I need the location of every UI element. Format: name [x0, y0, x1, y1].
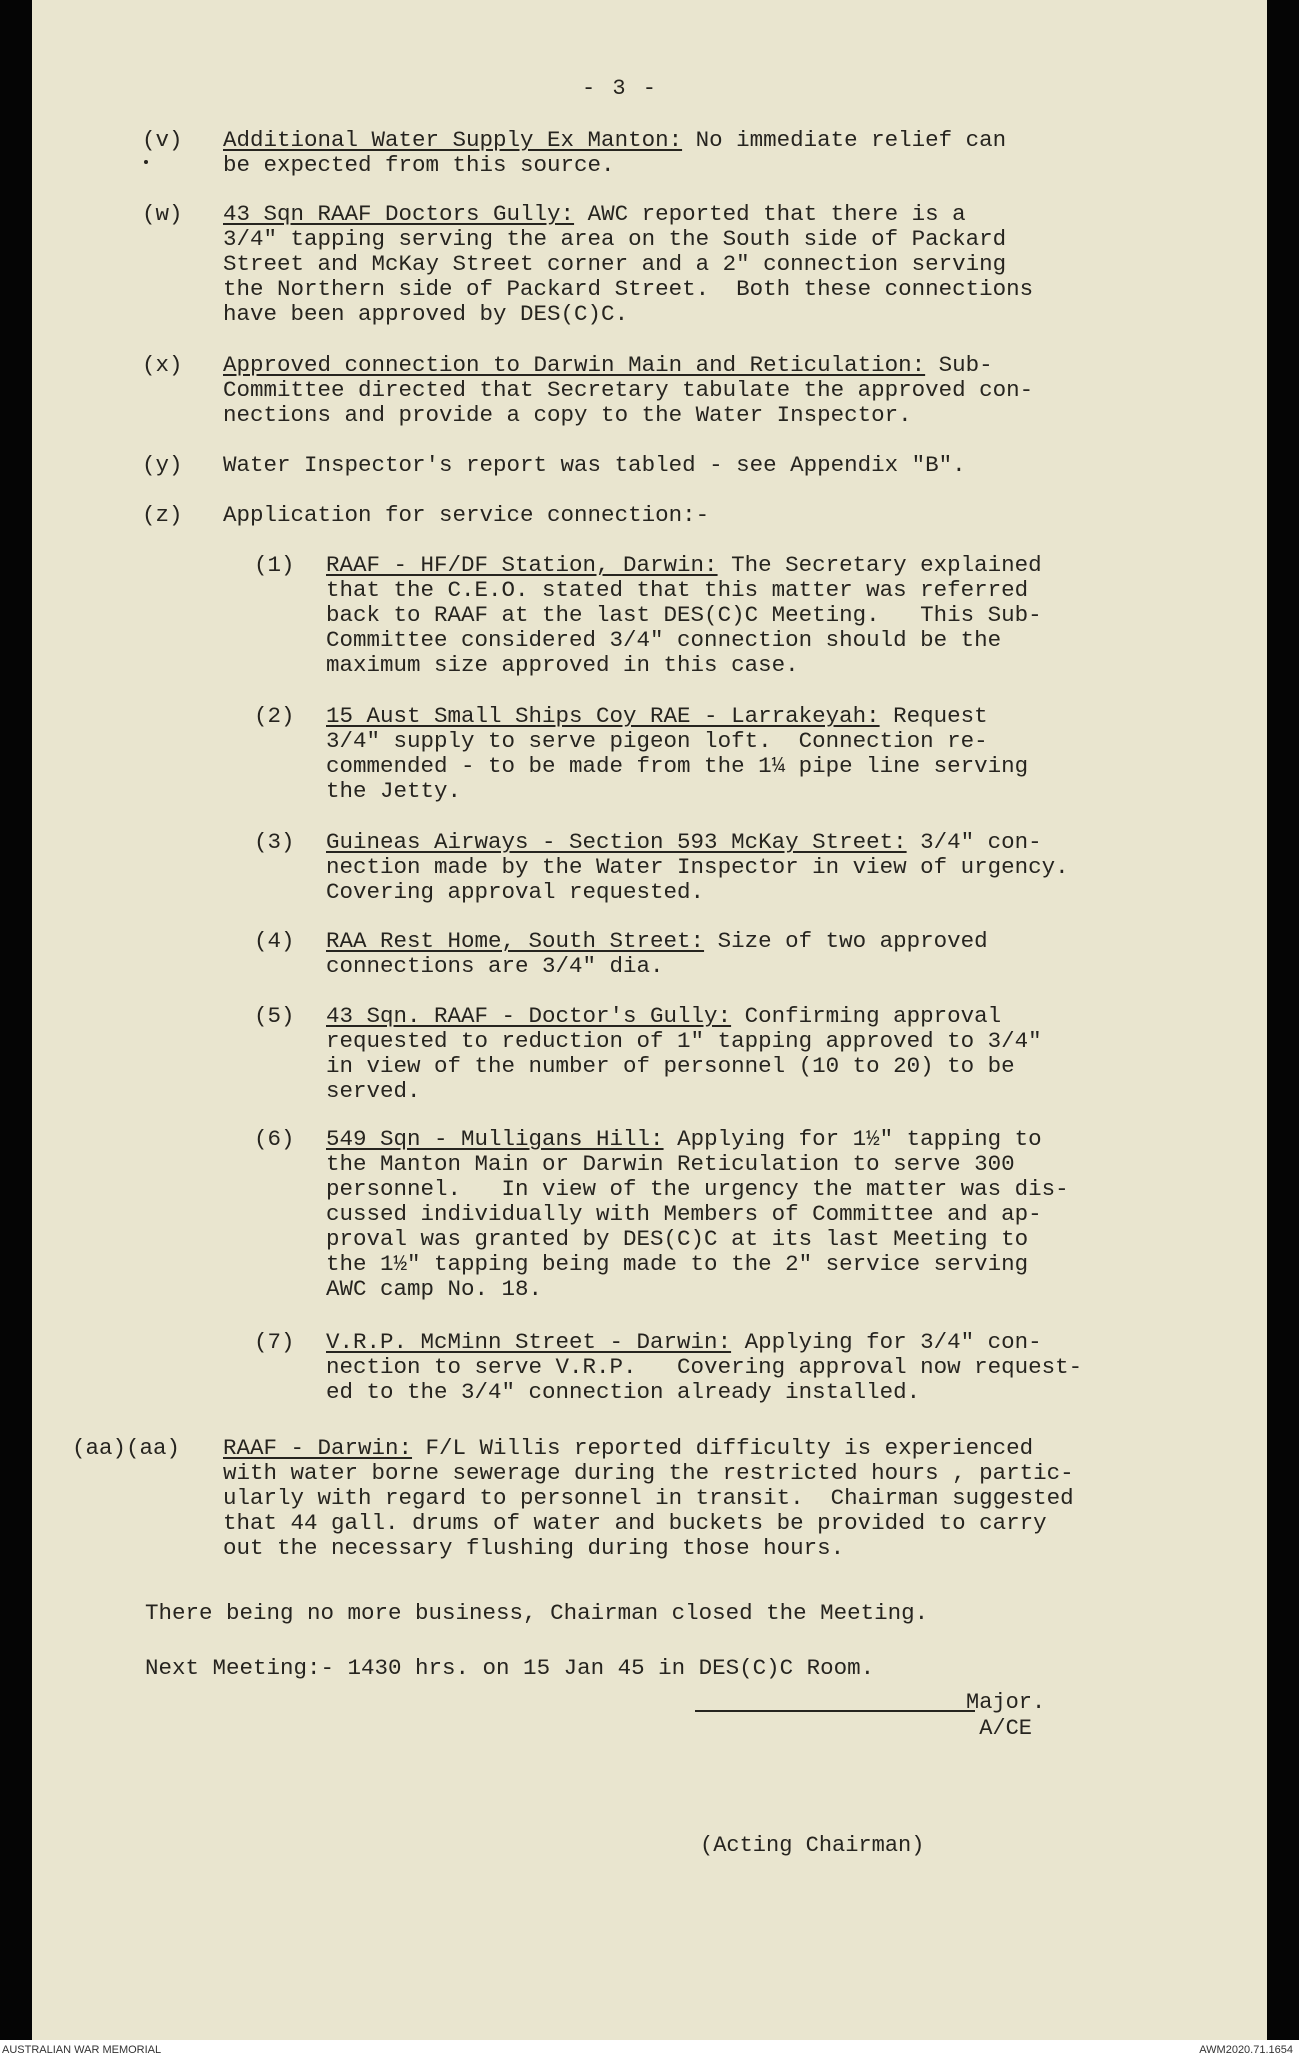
item-heading-continuation: Sub- [925, 352, 993, 378]
text-line [326, 929, 988, 954]
item-heading: Additional Water Supply Ex Manton: [223, 127, 683, 153]
agenda-item-y-marker: (y) [142, 452, 183, 478]
text-line: have been approved by DES(C)C. [223, 301, 629, 327]
item-heading-continuation: Request [879, 703, 988, 729]
item-heading: Approved connection to Darwin Main and Reticulation: [223, 352, 926, 378]
text-line [326, 553, 1042, 578]
text-line: nection to serve V.R.P. Covering approval now request- [326, 1354, 1083, 1380]
text-line: be expected from this source. [223, 152, 615, 178]
item-heading-continuation: AWC reported that there is a [574, 201, 966, 227]
item-heading-continuation: Size of two approved [704, 928, 988, 954]
text-line: Water Inspector's report was tabled - see Appendix "B". [223, 452, 966, 478]
signature-role: (Acting Chairman) [700, 1833, 925, 1858]
application-5-text [326, 1004, 1042, 1104]
text-line: maximum size approved in this case. [326, 652, 799, 678]
footer-reference: AWM2020.71.1654 [1199, 2044, 1293, 2056]
application-5-marker: (5) [254, 1003, 295, 1029]
text-line: Street and McKay Street corner and a 2" connection serving [223, 251, 1007, 277]
text-line [223, 202, 1033, 227]
text-line: ed to the 3/4" connection already installed. [326, 1379, 921, 1405]
application-2-text [326, 704, 1028, 804]
text-line: in view of the number of personnel (10 to 20) to be [326, 1053, 1015, 1079]
next-meeting: Next Meeting:- 1430 hrs. on 15 Jan 45 in DES(C)C Room. [145, 1655, 875, 1681]
document-body [32, 0, 1267, 2040]
text-line: Committee directed that Secretary tabulate the approved con- [223, 377, 1034, 403]
text-line: with water borne sewerage during the restricted hours , partic- [223, 1460, 1074, 1486]
text-line: proval was granted by DES(C)C at its last Meeting to [326, 1226, 1029, 1252]
text-line [223, 128, 1006, 153]
agenda-item-x-marker: (x) [142, 352, 183, 378]
agenda-item-w-marker: (w) [142, 201, 183, 227]
text-line [326, 1330, 1082, 1355]
agenda-item-aa-marker: (aa)(aa) [72, 1435, 181, 1461]
application-7-marker: (7) [254, 1329, 295, 1355]
text-line: commended - to be made from the 1¼ pipe line serving [326, 753, 1029, 779]
item-heading-continuation: Applying for 1½" tapping to [663, 1126, 1042, 1152]
item-heading: RAAF - HF/DF Station, Darwin: [326, 552, 718, 578]
application-4-marker: (4) [254, 928, 295, 954]
agenda-item-w-text [223, 202, 1033, 327]
signature-block [966, 1690, 1045, 1742]
item-heading-continuation: F/L Willis reported difficulty is experienced [412, 1435, 1034, 1461]
agenda-item-z-text [223, 503, 709, 528]
signature-appointment: A/CE [979, 1716, 1033, 1741]
document-page [32, 0, 1267, 2040]
agenda-item-aa-text [223, 1436, 1074, 1561]
text-line: that the C.E.O. stated that this matter was referred [326, 577, 1029, 603]
item-heading: Guineas Airways - Section 593 McKay Street: [326, 829, 907, 855]
text-line [326, 1004, 1042, 1029]
agenda-item-y-text [223, 453, 966, 478]
text-line: Committee considered 3/4" connection should be the [326, 627, 1002, 653]
application-4-text [326, 929, 988, 979]
item-heading-continuation: Confirming approval [731, 1003, 1002, 1029]
text-line [223, 353, 1033, 378]
agenda-item-v-text [223, 128, 1006, 178]
application-6-marker: (6) [254, 1126, 295, 1152]
text-line: 3/4" supply to serve pigeon loft. Connection re- [326, 728, 988, 754]
item-heading-continuation: The Secretary explained [717, 552, 1042, 578]
text-line: out the necessary flushing during those hours. [223, 1535, 845, 1561]
application-2-marker: (2) [254, 703, 295, 729]
item-heading: 549 Sqn - Mulligans Hill: [326, 1126, 664, 1152]
text-line: connections are 3/4" dia. [326, 953, 664, 979]
ink-mark [144, 160, 148, 164]
application-3-marker: (3) [254, 829, 295, 855]
text-line [326, 704, 1028, 729]
text-line: the Manton Main or Darwin Reticulation to serve 300 [326, 1151, 1015, 1177]
application-6-text [326, 1127, 1069, 1302]
text-line: the Jetty. [326, 778, 462, 804]
text-line [326, 1127, 1069, 1152]
signature-line [695, 1710, 975, 1712]
text-line: requested to reduction of 1" tapping approved to 3/4" [326, 1028, 1042, 1054]
item-heading-continuation: Applying for 3/4" con- [731, 1329, 1042, 1355]
application-1-text [326, 553, 1042, 678]
item-heading-continuation: No immediate relief can [682, 127, 1007, 153]
text-line: personnel. In view of the urgency the matter was dis- [326, 1176, 1069, 1202]
agenda-item-x-text [223, 353, 1033, 428]
page-number: - 3 - [582, 76, 659, 101]
item-heading: RAAF - Darwin: [223, 1435, 413, 1461]
item-heading: 43 Sqn RAAF Doctors Gully: [223, 201, 575, 227]
text-line: 3/4" tapping serving the area on the South side of Packard [223, 226, 1007, 252]
item-heading-continuation: 3/4" con- [906, 829, 1042, 855]
application-3-text [326, 830, 1069, 905]
text-line: the Northern side of Packard Street. Both these connections [223, 276, 1034, 302]
item-heading: V.R.P. McMinn Street - Darwin: [326, 1329, 732, 1355]
text-line: the 1½" tapping being made to the 2" service serving [326, 1251, 1029, 1277]
application-7-text [326, 1330, 1082, 1405]
item-heading: RAA Rest Home, South Street: [326, 928, 705, 954]
text-line: AWC camp No. 18. [326, 1276, 543, 1302]
application-1-marker: (1) [254, 552, 295, 578]
closing-statement: There being no more business, Chairman closed the Meeting. [145, 1600, 929, 1626]
text-line: ularly with regard to personnel in transit. Chairman suggested [223, 1485, 1074, 1511]
text-line: that 44 gall. drums of water and buckets be provided to carry [223, 1510, 1047, 1536]
text-line [223, 1436, 1074, 1461]
item-heading: 43 Sqn. RAAF - Doctor's Gully: [326, 1003, 732, 1029]
text-line: back to RAAF at the last DES(C)C Meeting. This Sub- [326, 602, 1042, 628]
text-line: served. [326, 1078, 421, 1104]
text-line: cussed individually with Members of Committee and ap- [326, 1201, 1042, 1227]
text-line: Covering approval requested. [326, 879, 705, 905]
footer-institution: AUSTRALIAN WAR MEMORIAL [2, 2044, 162, 2056]
agenda-item-v-marker: (v) [142, 127, 183, 153]
signature-rank: Major. [966, 1690, 1046, 1715]
text-line: nection made by the Water Inspector in view of urgency. [326, 854, 1069, 880]
item-heading: 15 Aust Small Ships Coy RAE - Larrakeyah: [326, 703, 880, 729]
text-line: Application for service connection:- [223, 502, 710, 528]
agenda-item-z-marker: (z) [142, 502, 183, 528]
text-line [326, 830, 1069, 855]
archive-footer [0, 2040, 1299, 2061]
text-line: nections and provide a copy to the Water Inspector. [223, 402, 912, 428]
